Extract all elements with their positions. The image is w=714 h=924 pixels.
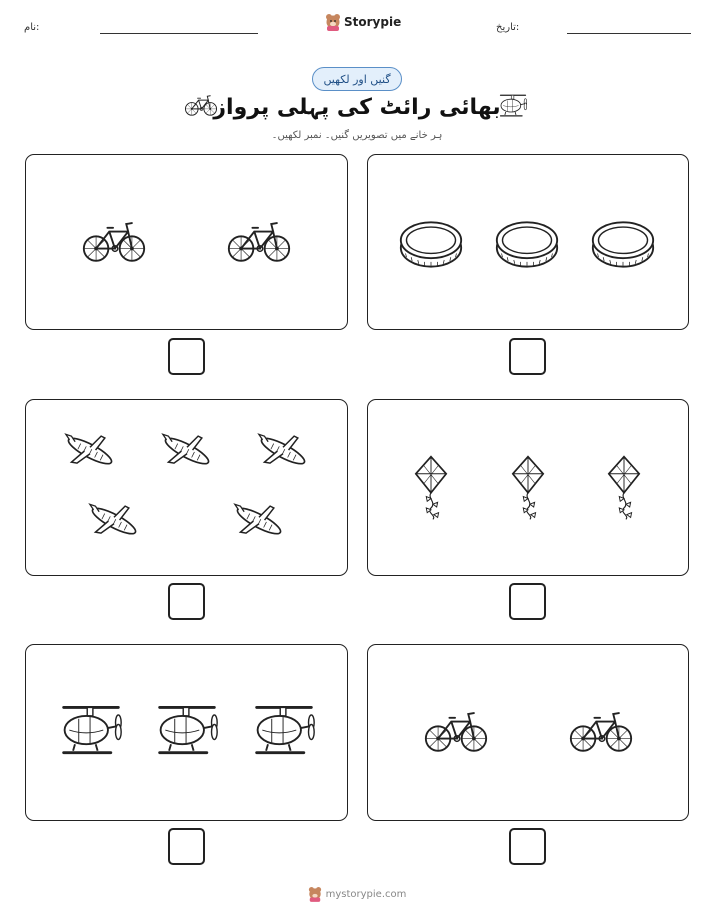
- bicycle-icon: [568, 707, 634, 755]
- bear-mascot-icon: [325, 13, 341, 31]
- bicycle-icon: [81, 217, 147, 265]
- coin-icon: [590, 219, 656, 269]
- count-panel-bicycles: [25, 154, 348, 330]
- date-line[interactable]: [567, 33, 691, 34]
- answer-box[interactable]: [509, 828, 546, 865]
- answer-box[interactable]: [168, 338, 205, 375]
- brand-logo: [325, 13, 401, 31]
- coin-icon: [494, 219, 560, 269]
- kite-icon: [509, 454, 547, 522]
- airplane-icon: [233, 502, 285, 540]
- airplane-icon: [64, 432, 116, 470]
- footer: [0, 886, 714, 902]
- airplane-icon: [257, 432, 309, 470]
- count-panel-airplanes: [25, 399, 348, 576]
- brand-name: Storypie: [344, 15, 402, 29]
- helicopter-icon: [58, 701, 124, 761]
- name-line[interactable]: [100, 33, 258, 34]
- kite-icon: [605, 454, 643, 522]
- bear-mascot-icon: [308, 886, 322, 902]
- instructions: ہر خانے میں تصویریں گنیں۔ نمبر لکھیں۔: [271, 130, 443, 141]
- count-panel-bicycles: [367, 644, 689, 821]
- coin-icon: [398, 219, 464, 269]
- count-panel-kites: [367, 399, 689, 576]
- airplane-icon: [161, 432, 213, 470]
- answer-box[interactable]: [168, 583, 205, 620]
- bicycle-icon: [423, 707, 489, 755]
- airplane-icon: [88, 502, 140, 540]
- name-label: نام:: [24, 22, 40, 33]
- activity-pill: گنیں اور لکھیں: [312, 67, 402, 91]
- count-panel-coins: [367, 154, 689, 330]
- page-title: بھائی رائٹ کی پہلی پرواز: [213, 95, 501, 120]
- helicopter-icon: [251, 701, 317, 761]
- kite-icon: [412, 454, 450, 522]
- count-panel-helicopters: [25, 644, 348, 821]
- answer-box[interactable]: [509, 338, 546, 375]
- date-label: تاریخ:: [496, 22, 520, 33]
- helicopter-icon: [498, 92, 528, 120]
- bicycle-icon: [226, 217, 292, 265]
- answer-box[interactable]: [509, 583, 546, 620]
- footer-url[interactable]: mystorypie.com: [325, 888, 407, 900]
- helicopter-icon: [154, 701, 220, 761]
- answer-box[interactable]: [168, 828, 205, 865]
